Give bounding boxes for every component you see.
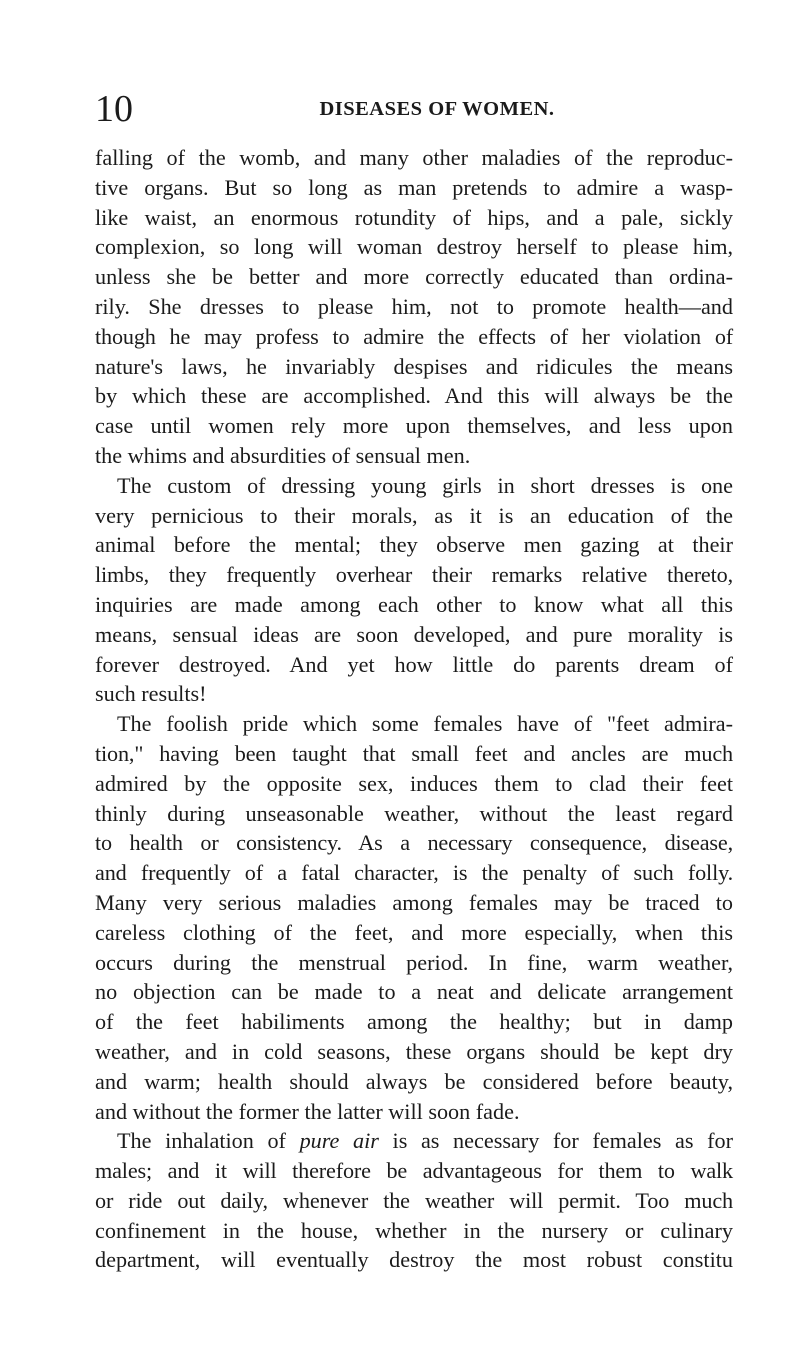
text-line: admired by the opposite sex, induces them to clad their feet (95, 770, 733, 796)
text-line: thinly during unseasonable weather, without the least regard (95, 800, 733, 826)
text-line: the whims and absurdities of sensual men. (95, 442, 471, 468)
text-line: complexion, so long will woman destroy herself to please him, (95, 234, 733, 260)
text-line: no objection can be made to a neat and delicate arrangement (95, 979, 733, 1005)
body-text (95, 143, 733, 1275)
text-line: tion," having been taught that small feet and ancles are much (95, 740, 733, 766)
text-line: department, will eventually destroy the most robust constitu (95, 1247, 733, 1273)
text-line: and frequently of a fatal character, is the penalty of such folly. (95, 860, 733, 886)
text-line: or ride out daily, whenever the weather will permit. Too much (95, 1187, 733, 1213)
text-line: males; and it will therefore be advantageous for them to walk (95, 1158, 733, 1184)
text-line: occurs during the menstrual period. In fine, warm weather, (95, 949, 733, 975)
text-line: like waist, an enormous rotundity of hips, and a pale, sickly (95, 204, 733, 230)
text-line: very pernicious to their morals, as it is an education of the (95, 502, 733, 528)
text-line: The foolish pride which some females have of "feet admira- (117, 711, 733, 737)
running-head (95, 86, 733, 132)
text-line: animal before the mental; they observe men gazing at their (95, 532, 733, 558)
text-line: falling of the womb, and many other maladies of the reproduc- (95, 145, 733, 170)
text-line (95, 1126, 733, 1156)
text-line: nature's laws, he invariably despises and ridicules the means (95, 353, 733, 379)
text-line: by which these are accomplished. And this will always be the (95, 383, 733, 409)
text-line: case until women rely more upon themselves, and less upon (95, 413, 733, 439)
text-line: of the feet habiliments among the healthy; but in damp (95, 1009, 733, 1035)
text-line: to health or consistency. As a necessary consequence, disease, (95, 830, 733, 856)
page-number: 10 (95, 88, 133, 130)
italic-phrase: pure air (299, 1128, 379, 1154)
text-line: weather, and in cold seasons, these organs should be kept dry (95, 1038, 733, 1064)
text-line: careless clothing of the feet, and more especially, when this (95, 919, 733, 945)
text-line: tive organs. But so long as man pretends to admire a wasp- (95, 174, 733, 200)
text-line: though he may profess to admire the effects of her violation of (95, 323, 733, 349)
text-line: and without the former the latter will soon fade. (95, 1098, 520, 1124)
text-line: such results! (95, 681, 207, 707)
text-line: The custom of dressing young girls in short dresses is one (117, 472, 733, 498)
text-line: rily. She dresses to please him, not to promote health—and (95, 293, 733, 319)
text-line: inquiries are made among each other to know what all this (95, 591, 733, 617)
running-title: DISEASES OF WOMEN. (319, 98, 555, 120)
text-line: and warm; health should always be considered before beauty, (95, 1068, 733, 1094)
text-run: The inhalation of pure air is as necessary for females as for (117, 1128, 733, 1154)
text-line: confinement in the house, whether in the nursery or culinary (95, 1217, 733, 1243)
text-line: Many very serious maladies among females may be traced to (95, 889, 733, 915)
text-line: forever destroyed. And yet how little do parents dream of (95, 651, 733, 677)
text-line: unless she be better and more correctly educated than ordina- (95, 264, 733, 290)
text-line: means, sensual ideas are soon developed, and pure morality is (95, 621, 733, 647)
text-line: limbs, they frequently overhear their remarks relative thereto, (95, 562, 733, 588)
